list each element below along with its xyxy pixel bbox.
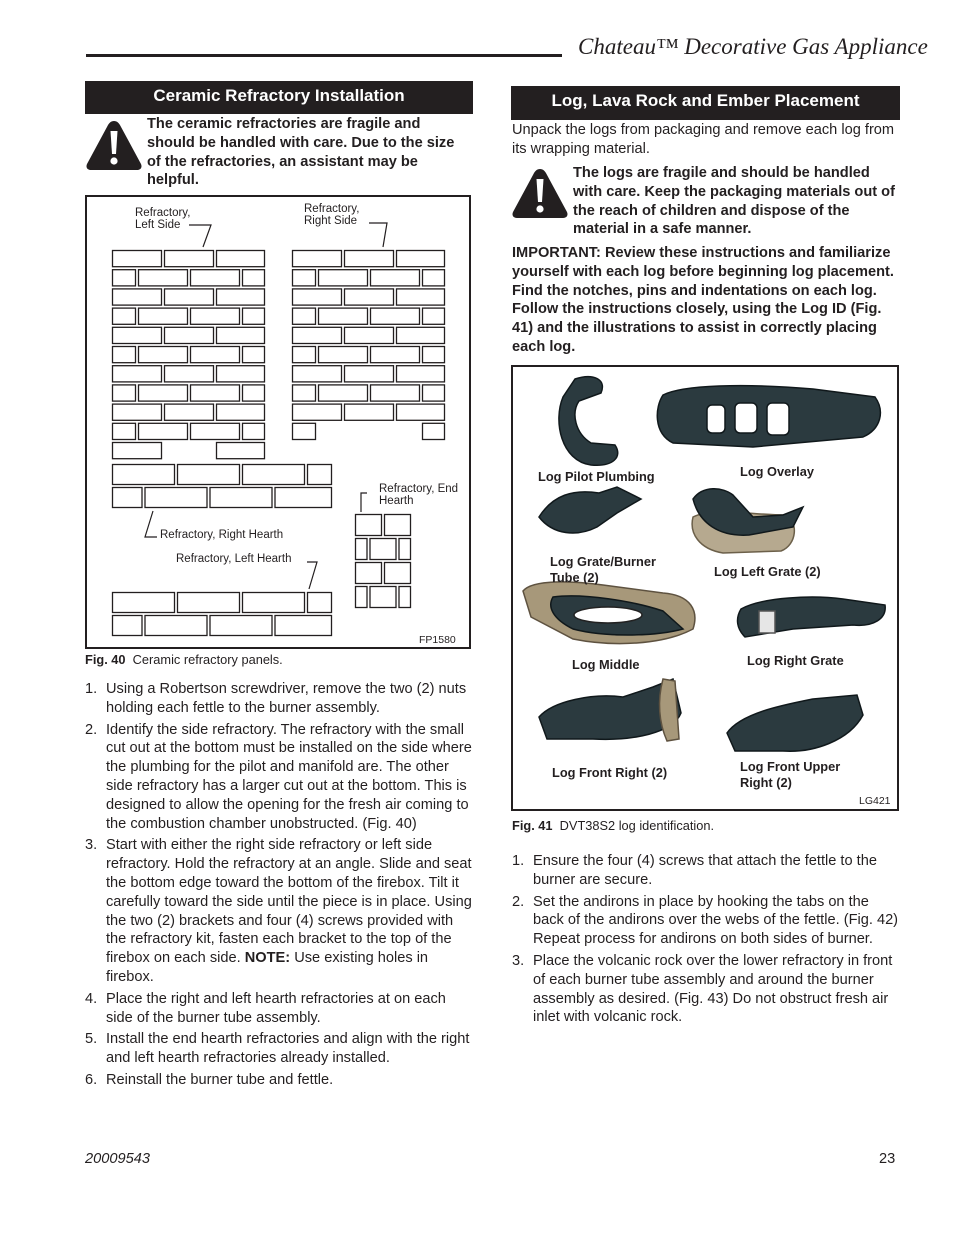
log-label: Log Middle — [572, 657, 640, 672]
refractory-warning: The ceramic refractories are fragile and should be handled with care. Due to the size of the refractories, an assistant may be helpful. — [147, 116, 455, 189]
log-grate-burner-image — [539, 487, 641, 533]
log-overlay-image — [657, 386, 880, 447]
refractory-right-side — [293, 251, 445, 440]
figure-code: FP1580 — [419, 634, 456, 646]
note-label: NOTE: — [244, 950, 291, 967]
label-left-hearth: Refractory, Left Hearth — [176, 553, 292, 565]
figure-code: LG421 — [859, 795, 891, 807]
figure-41-caption — [512, 818, 714, 833]
section-heading-logs: Log, Lava Rock and Ember Placement — [511, 86, 900, 120]
caption-number: Fig. 40 — [85, 652, 126, 667]
refractory-left-side — [113, 251, 265, 459]
leader-line — [361, 493, 367, 512]
label-right-side: Refractory, Right Side — [304, 203, 360, 227]
list-item: 1. Ensure the four (4) screws that attach the fettle to the burner are secure. — [512, 853, 877, 888]
list-item: 3. Place the volcanic rock over the lower refractory in front of each burner tube assembly and around the burner assembly as desired. (Fig. 43) Do not obstruct fresh air inlet with volcanic rock. — [512, 952, 893, 1026]
logs-warning: The logs are fragile and should be handled with care. Keep the packaging materials out of the reach of children and dispose of the material in a safe manner. — [573, 165, 895, 238]
leader-line — [307, 562, 317, 589]
label-right-hearth: Refractory, Right Hearth — [160, 529, 284, 541]
log-steps — [512, 852, 900, 1030]
figure-40 — [85, 195, 471, 649]
list-item: 5. Install the end hearth refractories and align with the right and left hearth refractories already installed. — [85, 1031, 470, 1067]
log-label: Log Front Upper Right (2) — [740, 759, 841, 790]
warning-icon — [510, 167, 570, 219]
list-item: 2. Set the andirons in place by hooking the tabs on the back of the andirons over the webs of the fettle. (Fig. 42) Repeat process for andirons on both sides of burner. — [512, 893, 899, 948]
leader-line — [145, 511, 157, 537]
list-item: 1. Using a Robertson screwdriver, remove the two (2) nuts holding each fettle to the burner assembly. — [85, 681, 467, 716]
refractory-end-hearth — [356, 515, 411, 608]
section-heading-refractory: Ceramic Refractory Installation — [85, 81, 473, 114]
warning-icon — [84, 119, 144, 171]
logs-intro: Unpack the logs from packaging and remove each log from its wrapping material. — [512, 122, 895, 157]
label-end-hearth: Refractory, End Hearth — [379, 483, 459, 507]
log-right-grate-image — [738, 597, 886, 637]
log-left-grate-image — [692, 489, 803, 553]
log-images — [513, 367, 897, 809]
caption-number: Fig. 41 — [512, 818, 553, 833]
caption-text: DVT38S2 log identification. — [559, 818, 715, 833]
log-pilot-plumbing-image — [559, 377, 618, 466]
page-number: 23 — [879, 1151, 896, 1167]
log-middle-image — [523, 582, 695, 644]
log-label: Log Right Grate — [747, 653, 844, 668]
refractory-steps — [85, 680, 475, 1093]
brand-title: Chateau™ Decorative Gas Appliance — [578, 34, 928, 59]
leader-line — [189, 225, 211, 247]
important-note: IMPORTANT: Review these instructions and familiarize yourself with each log before beginning log placement. Find the notches, pins and indentations on each log. Follow the instructions closely, using the Log ID (Fig. 41) and the illustrations to assist in correctly placing each log. — [512, 245, 894, 355]
log-label: Log Pilot Plumbing — [538, 469, 655, 484]
refractory-panels-diagram — [87, 197, 469, 647]
figure-41 — [511, 365, 899, 811]
note-text: Use existing holes in firebox. — [106, 950, 429, 985]
list-item: 4. Place the right and left hearth refractories at on each side of the burner tube assembly. — [85, 990, 446, 1026]
refractory-right-hearth — [113, 465, 332, 508]
log-label: Log Overlay — [740, 464, 814, 479]
figure-40-caption — [85, 652, 283, 667]
log-front-upper-right-image — [727, 695, 863, 751]
log-label: Log Left Grate (2) — [714, 564, 821, 579]
header-rule — [86, 54, 562, 57]
list-item: 2. Identify the side refractory. The refractory with the small cut out at the bottom must be installed on the side where the plumbing for the pilot and manifold are. The other side refractory has a larger cut out at the bottom. This is designed to allow the opening for the fresh air coming to the combustion chamber unobstructed. (Fig. 40) — [85, 721, 472, 832]
log-label: Log Grate/Burner Tube (2) — [550, 554, 656, 585]
leader-line — [369, 223, 387, 247]
refractory-left-hearth — [113, 593, 332, 636]
list-item: 3. Start with either the right side refractory or left side refractory. Hold the refractory at an angle. Slide and seat the bottom edge toward the bottom of the firebox. Tilt it carefully toward the side until the piece is in place. Using the two (2) brackets and four (4) screws provided with the refractory kit, fasten each bracket to the top of the firebox on each side. NOTE: Use existing holes in firebox. — [85, 837, 472, 985]
log-front-right-image — [539, 679, 681, 741]
log-label: Log Front Right (2) — [552, 765, 668, 780]
label-left-side: Refractory, Left Side — [135, 207, 191, 231]
caption-text: Ceramic refractory panels. — [132, 652, 283, 667]
document-number: 20009543 — [85, 1151, 150, 1167]
list-item: 6. Reinstall the burner tube and fettle. — [85, 1071, 334, 1088]
